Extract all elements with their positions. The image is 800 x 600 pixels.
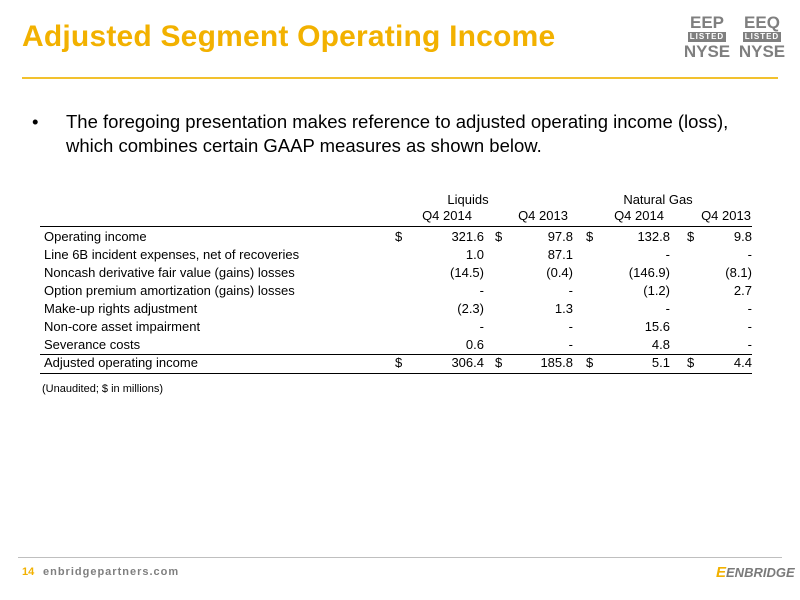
eeq-exchange: NYSE: [738, 42, 786, 61]
table-note: (Unaudited; $ in millions): [42, 383, 164, 395]
period-header: Q4 2014: [614, 208, 664, 223]
eep-ticker: EEP: [689, 13, 725, 32]
cell-value: 87.1: [547, 247, 573, 262]
title-rule: [22, 77, 778, 79]
eeq-listed: LISTED: [744, 32, 780, 41]
table-row: [40, 301, 752, 319]
table-row: [40, 283, 752, 301]
cell-value: (2.3): [457, 301, 484, 316]
row-label: Noncash derivative fair value (gains) losses: [44, 265, 295, 280]
table-row: [40, 319, 752, 337]
total-rule: [40, 373, 752, 374]
eeq-ticker: EEQ: [744, 13, 780, 32]
currency-symbol: $: [586, 229, 594, 244]
row-label: Non-core asset impairment: [44, 319, 201, 334]
period-header: Q4 2014: [422, 208, 472, 223]
page-number: 14: [22, 566, 35, 578]
cell-value: 97.8: [547, 229, 573, 244]
eep-listed: LISTED: [689, 32, 725, 41]
cell-value: -: [568, 319, 573, 334]
row-label: Adjusted operating income: [44, 355, 198, 370]
cell-value: (8.1): [725, 265, 752, 280]
row-label: Line 6B incident expenses, net of recoveries: [44, 247, 300, 262]
table-row: [40, 355, 752, 373]
cell-value: (0.4): [546, 265, 573, 280]
period-header: Q4 2013: [518, 208, 568, 223]
currency-symbol: $: [586, 355, 594, 370]
currency-symbol: $: [495, 355, 503, 370]
cell-value: (1.2): [643, 283, 670, 298]
bullet-point: [32, 110, 752, 158]
row-label: Operating income: [44, 229, 147, 244]
group-natural-gas: Natural Gas: [623, 192, 693, 207]
cell-value: 4.8: [651, 337, 670, 352]
cell-value: 5.1: [651, 355, 670, 370]
cell-value: -: [568, 283, 573, 298]
row-label: Option premium amortization (gains) losses: [44, 283, 295, 298]
table-row: [40, 247, 752, 265]
website-url: enbridgepartners.com: [43, 566, 180, 578]
bullet-text: The foregoing presentation makes reference to adjusted operating income (loss), which combines certain GAAP measures as shown below.: [66, 111, 729, 156]
currency-symbol: $: [395, 355, 403, 370]
subtotal-rule: [40, 354, 752, 355]
cell-value: -: [747, 337, 752, 352]
currency-symbol: $: [395, 229, 403, 244]
cell-value: (14.5): [450, 265, 484, 280]
cell-value: -: [665, 247, 670, 262]
cell-value: 4.4: [733, 355, 752, 370]
brand-name: ENBRIDGE: [726, 565, 795, 580]
cell-value: -: [479, 319, 484, 334]
table-row: [40, 229, 752, 247]
cell-value: 15.6: [644, 319, 670, 334]
cell-value: -: [747, 247, 752, 262]
cell-value: -: [747, 301, 752, 316]
cell-value: 321.6: [451, 229, 484, 244]
header-rule: [40, 226, 752, 227]
table-row: [40, 337, 752, 355]
cell-value: 1.0: [465, 247, 484, 262]
row-label: Make-up rights adjustment: [44, 301, 198, 316]
eeq-nyse-logo: [736, 14, 788, 60]
row-label: Severance costs: [44, 337, 141, 352]
slide-title: Adjusted Segment Operating Income: [22, 20, 556, 53]
eep-nyse-logo: [681, 14, 733, 60]
cell-value: (146.9): [628, 265, 670, 280]
cell-value: 9.8: [733, 229, 752, 244]
eep-exchange: NYSE: [683, 42, 731, 61]
cell-value: 132.8: [637, 229, 670, 244]
enbridge-e-icon: E: [716, 564, 727, 581]
cell-value: 0.6: [465, 337, 484, 352]
currency-symbol: $: [687, 355, 695, 370]
period-header: Q4 2013: [701, 208, 751, 223]
cell-value: 185.8: [540, 355, 573, 370]
cell-value: -: [747, 319, 752, 334]
cell-value: 1.3: [554, 301, 573, 316]
group-liquids: Liquids: [447, 192, 489, 207]
cell-value: -: [479, 283, 484, 298]
enbridge-logo: [716, 564, 795, 581]
table-row: [40, 265, 752, 283]
currency-symbol: $: [495, 229, 503, 244]
footer-rule: [18, 557, 782, 558]
bullet-mark: •: [32, 111, 39, 132]
cell-value: -: [568, 337, 573, 352]
cell-value: 2.7: [733, 283, 752, 298]
cell-value: -: [665, 301, 670, 316]
cell-value: 306.4: [451, 355, 484, 370]
currency-symbol: $: [687, 229, 695, 244]
